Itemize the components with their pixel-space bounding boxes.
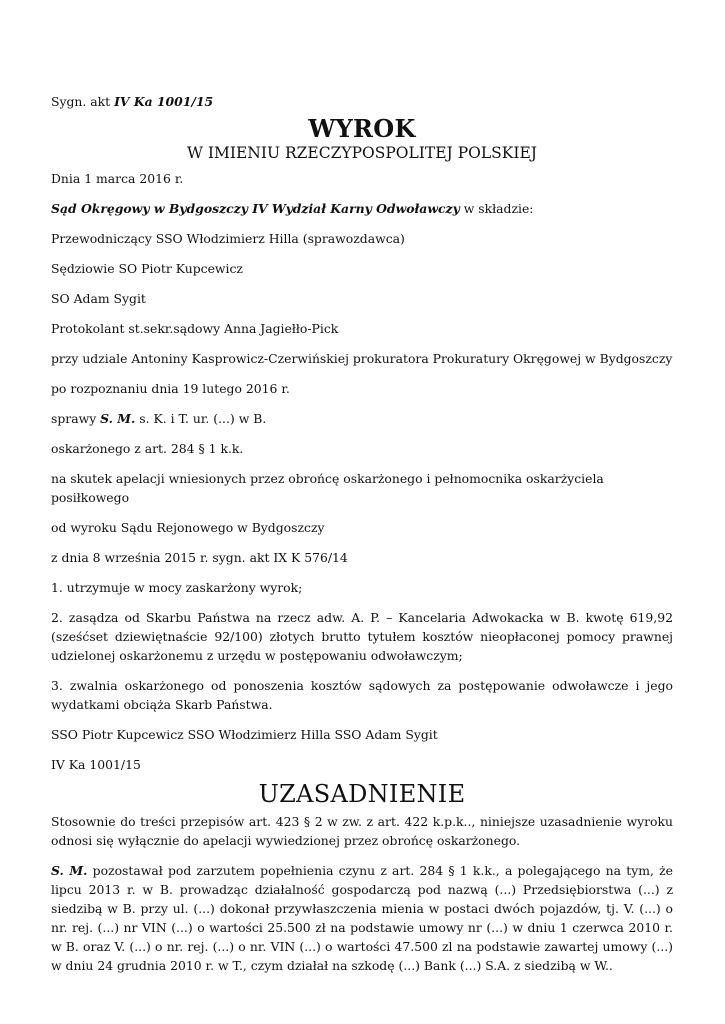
case-prefix: sprawy	[51, 411, 101, 426]
judgment-date: Dnia 1 marca 2016 r.	[51, 171, 184, 186]
court-suffix: w składzie:	[459, 201, 534, 216]
case-signature-prefix: Sygn. akt	[51, 94, 115, 109]
justification-paragraph	[51, 861, 673, 975]
signatures: SSO Piotr Kupcewicz SSO Włodzimierz Hilla SSO Adam Sygit	[51, 727, 438, 742]
prosecutor-line: przy udziale Antoniny Kasprowicz-Czerwińskiej prokuratora Prokuratury Okręgowej w Bydgoszczy	[51, 351, 673, 366]
ruling-item: 3. zwalnia oskarżonego od ponoszenia kosztów sądowych za postępowanie odwoławcze i jego wydatkami obciąża Skarb Państwa.	[51, 678, 673, 712]
judges: Sędziowie SO Piotr Kupcewicz	[51, 261, 243, 276]
defendant-name: S. M.	[51, 863, 88, 878]
case-signature-repeat: IV Ka 1001/15	[51, 757, 141, 772]
justification-title: UZASADNIENIE	[258, 780, 466, 808]
lower-court-line: od wyroku Sądu Rejonowego w Bydgoszczy	[51, 520, 325, 535]
document-page	[51, 92, 673, 975]
appeal-line: na skutek apelacji wniesionych przez obrońcę oskarżonego i pełnomocnika oskarżyciela posiłkowego	[51, 471, 604, 505]
ruling-item: 2. zasądza od Skarbu Państwa na rzecz adw. A. P. – Kancelaria Adwokacka w B. kwotę 619,92 (sześćset dziewiętnaście 92/100) złotych brutto tytułem kosztów nieopłaconej pomocy prawnej udzielonej oskarżonemu z urzędu w postępowaniu odwoławczym;	[51, 610, 673, 663]
justification-text: pozostawał pod zarzutem popełnienia czynu z art. 284 § 1 k.k., a polegającego na tym, że lipcu 2013 r. w B. prowadząc działalność gospodarczą pod nazwą (...) Przedsiębiorstwa (...) z siedzibą w B. przy ul. (...) dokonał przywłaszczenia mienia w postaci dwóch pojazdów, tj. V. (...) o nr. rej. (...) nr VIN (...) o wartości 25.500 zł na podstawie umowy nr (...) w dniu 1 czerwca 2010 r. w B. oraz V. (...) o nr. rej. (...) o nr. VIN (...) o wartości 47.500 zl na podstawie zawartej umowy (...) w dniu 24 grudnia 2010 r. w T., czym działał na szkodę (...) Bank (...) S.A. z siedzibą w W..	[51, 863, 673, 973]
court-composition-header	[51, 199, 673, 218]
document-title: WYROK	[308, 114, 416, 143]
chair-judge: Przewodniczący SSO Włodzimierz Hilla (sprawozdawca)	[51, 231, 405, 246]
defendant-name: S. M.	[100, 411, 136, 426]
lower-court-date: z dnia 8 września 2015 r. sygn. akt IX K 576/14	[51, 550, 348, 565]
hearing-date: po rozpoznaniu dnia 19 lutego 2016 r.	[51, 381, 290, 396]
court-name: Sąd Okręgowy w Bydgoszczy IV Wydział Karny Odwoławczy	[51, 201, 460, 216]
case-defendant	[51, 409, 673, 428]
judge-second: SO Adam Sygit	[51, 291, 146, 306]
case-signature	[51, 92, 673, 111]
justification-paragraph: Stosownie do treści przepisów art. 423 § 2 w zw. z art. 422 k.p.k.., niniejsze uzasadnienie wyroku odnosi się wyłącznie do apelacji wywiedzionej przez obrońcę oskarżonego.	[51, 814, 673, 848]
court-clerk: Protokolant st.sekr.sądowy Anna Jagiełło-Pick	[51, 321, 339, 336]
document-subtitle: W IMIENIU RZECZYPOSPOLITEJ POLSKIEJ	[187, 144, 537, 162]
ruling-item: 1. utrzymuje w mocy zaskarżony wyrok;	[51, 580, 303, 595]
case-signature-number: IV Ka 1001/15	[114, 94, 214, 109]
charge-line: oskarżonego z art. 284 § 1 k.k.	[51, 441, 244, 456]
defendant-details: s. K. i T. ur. (...) w B.	[135, 411, 267, 426]
